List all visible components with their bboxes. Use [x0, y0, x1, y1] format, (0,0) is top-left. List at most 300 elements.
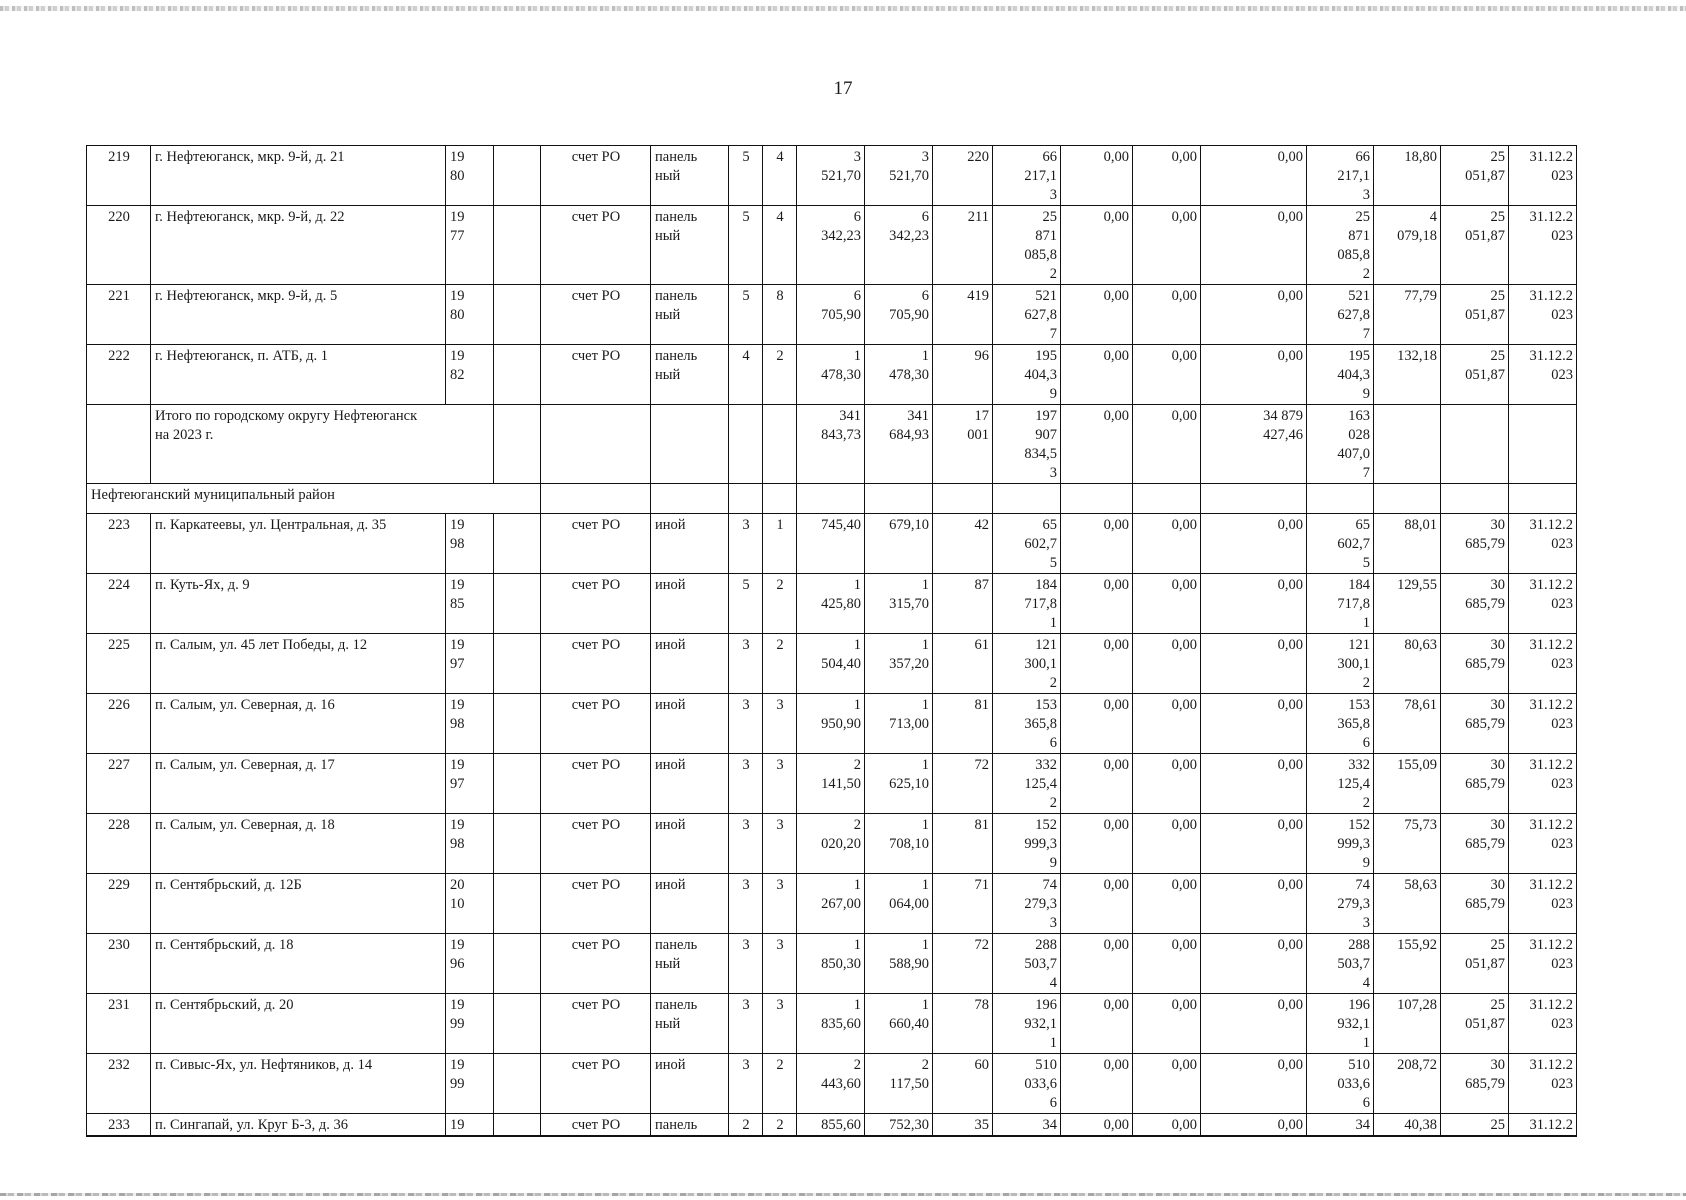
local-funds-cell: 0,00: [1201, 934, 1307, 994]
wall-material-cell: панель ный: [651, 934, 729, 994]
max-cost-cell: 25 051,87: [1441, 994, 1509, 1054]
row-number: 230: [87, 934, 151, 994]
wall-material-cell: иной: [651, 514, 729, 574]
blank-cell: [494, 754, 541, 814]
row-number: 226: [87, 694, 151, 754]
regional-funds-cell: 0,00: [1133, 1114, 1201, 1137]
federal-funds-cell: 0,00: [1061, 1054, 1133, 1114]
living-area-cell: 1 708,10: [865, 814, 933, 874]
owners-funds-cell: 521 627,8 7: [1307, 285, 1374, 345]
local-funds-cell: 0,00: [1201, 345, 1307, 405]
total-cost-cell: 184 717,8 1: [993, 574, 1061, 634]
deadline-cell: 31.12.2 023: [1509, 634, 1577, 694]
section-title: Нефтеюганский муниципальный район: [87, 484, 541, 514]
federal-funds-cell: 0,00: [1061, 206, 1133, 285]
total-cost-cell: 288 503,7 4: [993, 934, 1061, 994]
max-cost-cell: 30 685,79: [1441, 1054, 1509, 1114]
owners-funds-cell: 184 717,8 1: [1307, 574, 1374, 634]
owners-funds-cell: 510 033,6 6: [1307, 1054, 1374, 1114]
total-local-cell: 34 879 427,46: [1201, 405, 1307, 484]
floors-cell: 4: [729, 345, 763, 405]
table-row: [87, 206, 1577, 285]
blank-cell: [494, 345, 541, 405]
entrances-cell: 4: [763, 206, 797, 285]
regional-funds-cell: 0,00: [1133, 694, 1201, 754]
year-cell: 19 99: [446, 1054, 494, 1114]
residents-cell: 60: [933, 1054, 993, 1114]
table-row: [87, 146, 1577, 206]
deadline-cell: 31.12.2 023: [1509, 994, 1577, 1054]
cost-per-m2-cell: 132,18: [1374, 345, 1441, 405]
wall-material-cell: панель ный: [651, 285, 729, 345]
cost-per-m2-cell: 80,63: [1374, 634, 1441, 694]
row-number: 224: [87, 574, 151, 634]
federal-funds-cell: 0,00: [1061, 146, 1133, 206]
regional-funds-cell: 0,00: [1133, 634, 1201, 694]
total-area-cell: 6 705,90: [797, 285, 865, 345]
cost-per-m2-cell: 77,79: [1374, 285, 1441, 345]
wall-material-cell: панель ный: [651, 206, 729, 285]
address-cell: г. Нефтеюганск, мкр. 9-й, д. 22: [151, 206, 446, 285]
total-cost-cell: 521 627,8 7: [993, 285, 1061, 345]
max-cost-cell: 30 685,79: [1441, 514, 1509, 574]
floors-cell: 5: [729, 206, 763, 285]
table-row: [87, 754, 1577, 814]
total-cost-cell: 195 404,3 9: [993, 345, 1061, 405]
local-funds-cell: 0,00: [1201, 874, 1307, 934]
entrances-cell: 2: [763, 1054, 797, 1114]
row-number: 229: [87, 874, 151, 934]
floors-cell: 2: [729, 1114, 763, 1137]
regional-funds-cell: 0,00: [1133, 1054, 1201, 1114]
federal-funds-cell: 0,00: [1061, 754, 1133, 814]
entrances-cell: 3: [763, 814, 797, 874]
residents-cell: 71: [933, 874, 993, 934]
total-residents-cell: 17 001: [933, 405, 993, 484]
table-row: [87, 934, 1577, 994]
living-area-cell: 1 625,10: [865, 754, 933, 814]
address-cell: п. Сентябрьский, д. 12Б: [151, 874, 446, 934]
row-number: 227: [87, 754, 151, 814]
row-number: 223: [87, 514, 151, 574]
regional-funds-cell: 0,00: [1133, 146, 1201, 206]
funding-source-cell: счет РО: [541, 874, 651, 934]
table-row: [87, 634, 1577, 694]
living-area-cell: 1 588,90: [865, 934, 933, 994]
blank-cell: [494, 934, 541, 994]
year-cell: 19 82: [446, 345, 494, 405]
section-empty-cell: [1307, 484, 1374, 514]
section-empty-cell: [1509, 484, 1577, 514]
funding-source-cell: счет РО: [541, 634, 651, 694]
section-empty-cell: [1201, 484, 1307, 514]
funding-source-cell: счет РО: [541, 514, 651, 574]
floors-cell: 3: [729, 694, 763, 754]
address-cell: п. Сивыс-Ях, ул. Нефтяников, д. 14: [151, 1054, 446, 1114]
max-cost-cell: 25 051,87: [1441, 285, 1509, 345]
regional-funds-cell: 0,00: [1133, 514, 1201, 574]
entrances-cell: 2: [763, 1114, 797, 1137]
total-area-cell: 3 521,70: [797, 146, 865, 206]
owners-funds-cell: 152 999,3 9: [1307, 814, 1374, 874]
section-empty-cell: [865, 484, 933, 514]
living-area-cell: 1 357,20: [865, 634, 933, 694]
total-area-cell: 745,40: [797, 514, 865, 574]
deadline-cell: 31.12.2 023: [1509, 934, 1577, 994]
deadline-cell: 31.12.2 023: [1509, 694, 1577, 754]
living-area-cell: 1 315,70: [865, 574, 933, 634]
year-cell: 19 98: [446, 814, 494, 874]
address-cell: г. Нефтеюганск, п. АТБ, д. 1: [151, 345, 446, 405]
local-funds-cell: 0,00: [1201, 814, 1307, 874]
federal-funds-cell: 0,00: [1061, 285, 1133, 345]
row-number: 232: [87, 1054, 151, 1114]
scan-artifact-top: [0, 6, 1686, 11]
local-funds-cell: 0,00: [1201, 754, 1307, 814]
max-cost-cell: 25 051,87: [1441, 934, 1509, 994]
owners-funds-cell: 195 404,3 9: [1307, 345, 1374, 405]
blank-cell: [494, 1054, 541, 1114]
entrances-cell: 2: [763, 574, 797, 634]
address-cell: г. Нефтеюганск, мкр. 9-й, д. 5: [151, 285, 446, 345]
total-regional-cell: 0,00: [1133, 405, 1201, 484]
federal-funds-cell: 0,00: [1061, 1114, 1133, 1137]
entrances-cell: 4: [763, 146, 797, 206]
deadline-cell: 31.12.2 023: [1509, 285, 1577, 345]
cost-per-m2-cell: 129,55: [1374, 574, 1441, 634]
owners-funds-cell: 66 217,1 3: [1307, 146, 1374, 206]
total-area-cell: 855,60: [797, 1114, 865, 1137]
max-cost-cell: 25 051,87: [1441, 146, 1509, 206]
local-funds-cell: 0,00: [1201, 1114, 1307, 1137]
address-cell: п. Салым, ул. Северная, д. 18: [151, 814, 446, 874]
max-cost-cell: 30 685,79: [1441, 754, 1509, 814]
owners-funds-cell: 25 871 085,8 2: [1307, 206, 1374, 285]
cost-per-m2-cell: 4 079,18: [1374, 206, 1441, 285]
max-cost-cell: 30 685,79: [1441, 574, 1509, 634]
section-empty-cell: [797, 484, 865, 514]
entrances-cell: 3: [763, 694, 797, 754]
section-empty-cell: [651, 484, 729, 514]
year-cell: 20 10: [446, 874, 494, 934]
section-empty-cell: [1061, 484, 1133, 514]
wall-material-cell: иной: [651, 694, 729, 754]
floors-cell: 3: [729, 634, 763, 694]
deadline-cell: 31.12.2 023: [1509, 206, 1577, 285]
table-row: [87, 345, 1577, 405]
entrances-cell: 1: [763, 514, 797, 574]
living-area-cell: 3 521,70: [865, 146, 933, 206]
total-cost-cell: 196 932,1 1: [993, 994, 1061, 1054]
total-area-cell: 1 835,60: [797, 994, 865, 1054]
total-cost-cell: 66 217,1 3: [993, 146, 1061, 206]
cost-per-m2-cell: 208,72: [1374, 1054, 1441, 1114]
funding-source-cell: счет РО: [541, 206, 651, 285]
floors-cell: 3: [729, 1054, 763, 1114]
funding-source-cell: счет РО: [541, 1114, 651, 1137]
cost-per-m2-cell: 107,28: [1374, 994, 1441, 1054]
owners-funds-cell: 196 932,1 1: [1307, 994, 1374, 1054]
living-area-cell: 679,10: [865, 514, 933, 574]
blank-cell: [494, 285, 541, 345]
blank-cell: [494, 634, 541, 694]
table-row: [87, 574, 1577, 634]
blank-cell: [494, 1114, 541, 1137]
total-cost-cell: 510 033,6 6: [993, 1054, 1061, 1114]
regional-funds-cell: 0,00: [1133, 994, 1201, 1054]
living-area-cell: 6 705,90: [865, 285, 933, 345]
regional-funds-cell: 0,00: [1133, 874, 1201, 934]
entrances-cell: 8: [763, 285, 797, 345]
residents-cell: 72: [933, 754, 993, 814]
federal-funds-cell: 0,00: [1061, 994, 1133, 1054]
row-number: 219: [87, 146, 151, 206]
total-area-cell: 1 504,40: [797, 634, 865, 694]
address-cell: п. Салым, ул. Северная, д. 17: [151, 754, 446, 814]
total-empty-cell: [1509, 405, 1577, 484]
blank-cell: [494, 574, 541, 634]
cost-per-m2-cell: 78,61: [1374, 694, 1441, 754]
section-empty-cell: [763, 484, 797, 514]
residents-cell: 42: [933, 514, 993, 574]
year-cell: 19 97: [446, 634, 494, 694]
address-cell: п. Салым, ул. 45 лет Победы, д. 12: [151, 634, 446, 694]
total-label: Итого по городскому округу Нефтеюганск на 2023 г.: [151, 405, 494, 484]
owners-funds-cell: 153 365,8 6: [1307, 694, 1374, 754]
year-cell: 19 77: [446, 206, 494, 285]
row-number: 222: [87, 345, 151, 405]
cost-per-m2-cell: 155,92: [1374, 934, 1441, 994]
blank-cell: [494, 146, 541, 206]
federal-funds-cell: 0,00: [1061, 934, 1133, 994]
floors-cell: 3: [729, 814, 763, 874]
blank-cell: [494, 514, 541, 574]
section-empty-cell: [933, 484, 993, 514]
total-area-cell: 1 267,00: [797, 874, 865, 934]
year-cell: 19 96: [446, 934, 494, 994]
total-area-cell: 2 443,60: [797, 1054, 865, 1114]
local-funds-cell: 0,00: [1201, 574, 1307, 634]
total-cost-cell: 74 279,3 3: [993, 874, 1061, 934]
total-empty-cell: [763, 405, 797, 484]
section-empty-cell: [1133, 484, 1201, 514]
entrances-cell: 3: [763, 754, 797, 814]
local-funds-cell: 0,00: [1201, 1054, 1307, 1114]
address-cell: п. Сентябрьский, д. 20: [151, 994, 446, 1054]
regional-funds-cell: 0,00: [1133, 206, 1201, 285]
living-area-cell: 1 660,40: [865, 994, 933, 1054]
funding-source-cell: счет РО: [541, 994, 651, 1054]
funding-source-cell: счет РО: [541, 934, 651, 994]
max-cost-cell: 25: [1441, 1114, 1509, 1137]
year-cell: 19: [446, 1114, 494, 1137]
federal-funds-cell: 0,00: [1061, 874, 1133, 934]
wall-material-cell: иной: [651, 634, 729, 694]
blank-cell: [494, 694, 541, 754]
total-cost-cell: 197 907 834,5 3: [993, 405, 1061, 484]
max-cost-cell: 30 685,79: [1441, 634, 1509, 694]
regional-funds-cell: 0,00: [1133, 345, 1201, 405]
deadline-cell: 31.12.2 023: [1509, 1054, 1577, 1114]
deadline-cell: 31.12.2 023: [1509, 345, 1577, 405]
regional-funds-cell: 0,00: [1133, 814, 1201, 874]
max-cost-cell: 30 685,79: [1441, 694, 1509, 754]
wall-material-cell: панель ный: [651, 146, 729, 206]
funding-source-cell: счет РО: [541, 814, 651, 874]
residents-cell: 35: [933, 1114, 993, 1137]
owners-funds-cell: 74 279,3 3: [1307, 874, 1374, 934]
total-cost-cell: 34: [993, 1114, 1061, 1137]
row-number: 220: [87, 206, 151, 285]
residents-cell: 211: [933, 206, 993, 285]
regional-funds-cell: 0,00: [1133, 754, 1201, 814]
total-area-cell: 6 342,23: [797, 206, 865, 285]
total-empty-cell: [541, 405, 651, 484]
total-cost-cell: 152 999,3 9: [993, 814, 1061, 874]
local-funds-cell: 0,00: [1201, 146, 1307, 206]
entrances-cell: 2: [763, 634, 797, 694]
total-row: [87, 405, 1577, 484]
deadline-cell: 31.12.2 023: [1509, 514, 1577, 574]
floors-cell: 5: [729, 146, 763, 206]
year-cell: 19 98: [446, 694, 494, 754]
federal-funds-cell: 0,00: [1061, 574, 1133, 634]
max-cost-cell: 30 685,79: [1441, 874, 1509, 934]
cost-per-m2-cell: 88,01: [1374, 514, 1441, 574]
owners-funds-cell: 288 503,7 4: [1307, 934, 1374, 994]
cost-per-m2-cell: 75,73: [1374, 814, 1441, 874]
total-area-cell: 1 478,30: [797, 345, 865, 405]
cost-per-m2-cell: 58,63: [1374, 874, 1441, 934]
total-empty-cell: [1374, 405, 1441, 484]
total-owners-cell: 163 028 407,0 7: [1307, 405, 1374, 484]
wall-material-cell: иной: [651, 874, 729, 934]
entrances-cell: 2: [763, 345, 797, 405]
year-cell: 19 97: [446, 754, 494, 814]
max-cost-cell: 25 051,87: [1441, 206, 1509, 285]
total-area-cell: 1 850,30: [797, 934, 865, 994]
total-area-cell: 2 020,20: [797, 814, 865, 874]
wall-material-cell: панель ный: [651, 345, 729, 405]
total-federal-cell: 0,00: [1061, 405, 1133, 484]
table-row: [87, 285, 1577, 345]
address-cell: г. Нефтеюганск, мкр. 9-й, д. 21: [151, 146, 446, 206]
table-row: [87, 814, 1577, 874]
floors-cell: 3: [729, 874, 763, 934]
scan-artifact-bottom: [0, 1193, 1686, 1196]
living-area-cell: 1 064,00: [865, 874, 933, 934]
total-area-cell: 2 141,50: [797, 754, 865, 814]
total-empty-cell: [1441, 405, 1509, 484]
owners-funds-cell: 332 125,4 2: [1307, 754, 1374, 814]
total-cost-cell: 25 871 085,8 2: [993, 206, 1061, 285]
federal-funds-cell: 0,00: [1061, 694, 1133, 754]
living-area-cell: 752,30: [865, 1114, 933, 1137]
deadline-cell: 31.12.2 023: [1509, 574, 1577, 634]
local-funds-cell: 0,00: [1201, 206, 1307, 285]
cost-per-m2-cell: 155,09: [1374, 754, 1441, 814]
total-living-area-cell: 341 684,93: [865, 405, 933, 484]
entrances-cell: 3: [763, 874, 797, 934]
owners-funds-cell: 34: [1307, 1114, 1374, 1137]
residents-cell: 78: [933, 994, 993, 1054]
floors-cell: 3: [729, 994, 763, 1054]
address-cell: п. Сингапай, ул. Круг Б-3, д. 36: [151, 1114, 446, 1137]
funding-source-cell: счет РО: [541, 694, 651, 754]
wall-material-cell: иной: [651, 814, 729, 874]
total-cost-cell: 153 365,8 6: [993, 694, 1061, 754]
deadline-cell: 31.12.2 023: [1509, 146, 1577, 206]
blank-cell: [494, 814, 541, 874]
year-cell: 19 99: [446, 994, 494, 1054]
address-cell: п. Куть-Ях, д. 9: [151, 574, 446, 634]
total-empty-cell: [87, 405, 151, 484]
section-empty-cell: [541, 484, 651, 514]
local-funds-cell: 0,00: [1201, 694, 1307, 754]
owners-funds-cell: 65 602,7 5: [1307, 514, 1374, 574]
total-area-cell: 1 950,90: [797, 694, 865, 754]
local-funds-cell: 0,00: [1201, 514, 1307, 574]
row-number: 233: [87, 1114, 151, 1137]
federal-funds-cell: 0,00: [1061, 514, 1133, 574]
row-number: 221: [87, 285, 151, 345]
entrances-cell: 3: [763, 934, 797, 994]
total-cost-cell: 65 602,7 5: [993, 514, 1061, 574]
funding-source-cell: счет РО: [541, 754, 651, 814]
total-area-cell: 1 425,80: [797, 574, 865, 634]
total-cost-cell: 121 300,1 2: [993, 634, 1061, 694]
total-empty-cell: [729, 405, 763, 484]
total-empty-cell: [651, 405, 729, 484]
residents-cell: 419: [933, 285, 993, 345]
deadline-cell: 31.12.2 023: [1509, 814, 1577, 874]
local-funds-cell: 0,00: [1201, 285, 1307, 345]
living-area-cell: 2 117,50: [865, 1054, 933, 1114]
funding-source-cell: счет РО: [541, 345, 651, 405]
floors-cell: 3: [729, 754, 763, 814]
cost-per-m2-cell: 18,80: [1374, 146, 1441, 206]
cost-per-m2-cell: 40,38: [1374, 1114, 1441, 1137]
blank-cell: [494, 994, 541, 1054]
address-cell: п. Сентябрьский, д. 18: [151, 934, 446, 994]
address-cell: п. Салым, ул. Северная, д. 16: [151, 694, 446, 754]
deadline-cell: 31.12.2 023: [1509, 754, 1577, 814]
wall-material-cell: иной: [651, 574, 729, 634]
federal-funds-cell: 0,00: [1061, 634, 1133, 694]
total-area-cell: 341 843,73: [797, 405, 865, 484]
entrances-cell: 3: [763, 994, 797, 1054]
section-empty-cell: [1374, 484, 1441, 514]
wall-material-cell: иной: [651, 754, 729, 814]
blank-cell: [494, 874, 541, 934]
wall-material-cell: иной: [651, 1054, 729, 1114]
section-header-row: [87, 484, 1577, 514]
living-area-cell: 6 342,23: [865, 206, 933, 285]
max-cost-cell: 25 051,87: [1441, 345, 1509, 405]
year-cell: 19 85: [446, 574, 494, 634]
table-row: [87, 874, 1577, 934]
local-funds-cell: 0,00: [1201, 634, 1307, 694]
deadline-cell: 31.12.2: [1509, 1114, 1577, 1137]
wall-material-cell: панель: [651, 1114, 729, 1137]
local-funds-cell: 0,00: [1201, 994, 1307, 1054]
regional-funds-cell: 0,00: [1133, 574, 1201, 634]
floors-cell: 3: [729, 514, 763, 574]
floors-cell: 5: [729, 574, 763, 634]
funding-source-cell: счет РО: [541, 285, 651, 345]
year-cell: 19 98: [446, 514, 494, 574]
residents-cell: 96: [933, 345, 993, 405]
